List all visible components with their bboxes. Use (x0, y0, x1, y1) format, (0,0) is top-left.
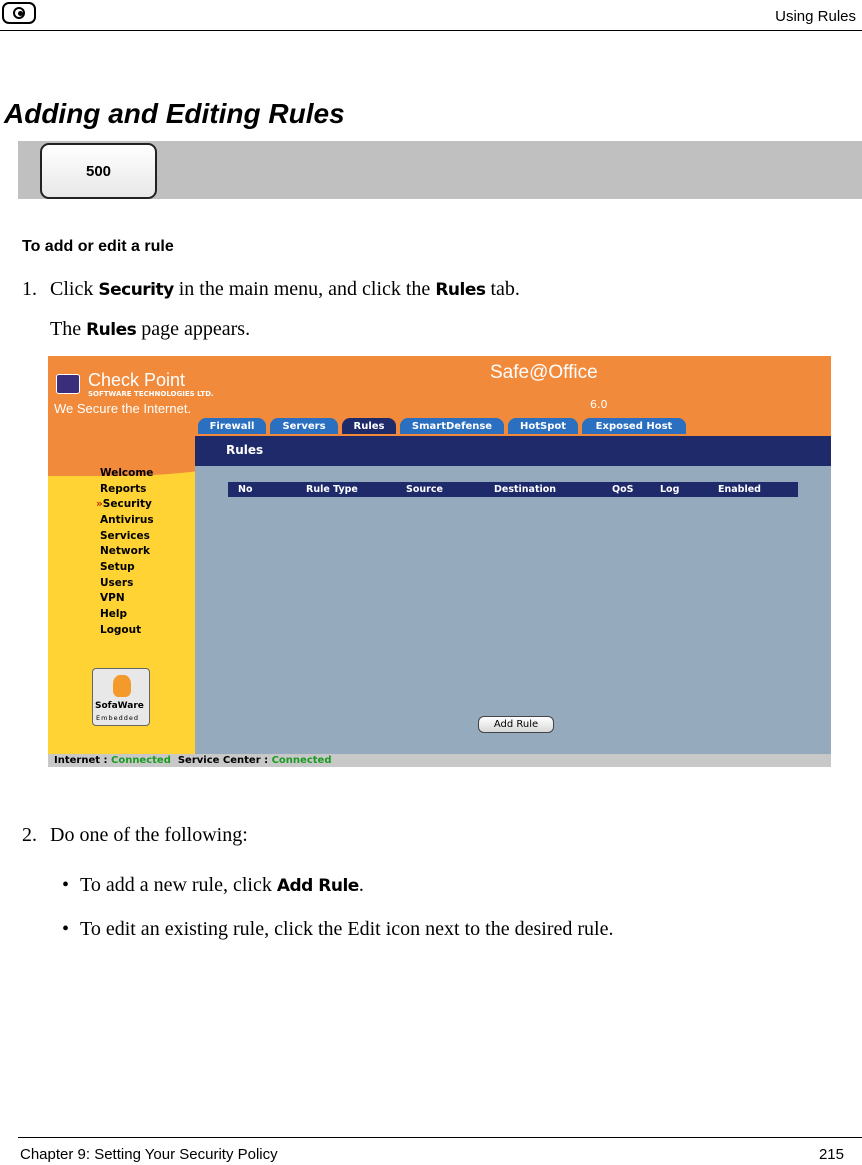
step-1-number: 1. (22, 278, 37, 300)
bullet-add (62, 874, 364, 897)
bullet-dot-icon: • (62, 918, 70, 940)
service-center-status: Connected (271, 755, 332, 766)
menu-users[interactable]: Users (100, 577, 134, 589)
product-name: Safe@Office (490, 362, 598, 383)
bullet-dot-icon: • (62, 874, 70, 896)
col-qos: QoS (612, 484, 634, 495)
tab-firewall[interactable]: Firewall (198, 418, 266, 434)
menu-help[interactable]: Help (100, 608, 128, 620)
procedure-title: To add or edit a rule (22, 238, 174, 255)
col-enabled: Enabled (718, 484, 761, 495)
sofaware-logo (92, 668, 150, 726)
running-header: Using Rules (775, 8, 856, 25)
step-1-result (50, 318, 250, 341)
menu-logout[interactable]: Logout (100, 624, 142, 636)
brand-slogan: We Secure the Internet. (54, 401, 192, 416)
bullet-edit (62, 918, 614, 941)
menu-welcome[interactable]: Welcome (100, 467, 154, 479)
footer-rule (18, 1137, 862, 1138)
step-2-number: 2. (22, 824, 37, 846)
menu-security-label: Security (102, 498, 152, 510)
checkpoint-logo-icon (56, 374, 80, 394)
add-rule-button[interactable]: Add Rule (478, 716, 554, 733)
internet-label: Internet : (54, 755, 111, 766)
panel-title-bar (195, 436, 831, 466)
col-no: No (238, 484, 253, 495)
col-destination: Destination (494, 484, 557, 495)
bullet-add-text-a: To add a new rule, click (80, 874, 277, 896)
sofaware-sub: Embedded (96, 714, 139, 722)
menu-network[interactable]: Network (100, 545, 151, 557)
step-1-text-a: Click (50, 278, 99, 300)
menu-setup[interactable]: Setup (100, 561, 135, 573)
brand-subtitle: SOFTWARE TECHNOLOGIES LTD. (88, 390, 214, 398)
section-title: Adding and Editing Rules (4, 98, 345, 129)
tab-hotspot[interactable]: HotSpot (508, 418, 578, 434)
menu-services[interactable]: Services (100, 530, 150, 542)
col-log: Log (660, 484, 680, 495)
kw-rules-page: Rules (86, 320, 137, 340)
col-rule-type: Rule Type (306, 484, 358, 495)
bullet-add-text-b: . (358, 874, 364, 896)
tab-servers[interactable]: Servers (270, 418, 338, 434)
model-badge: 500 (40, 143, 157, 199)
doc-logo-icon (2, 2, 36, 24)
internet-status: Connected (110, 755, 171, 766)
kw-security: Security (98, 280, 174, 300)
active-arrow-icon: » (96, 498, 103, 510)
col-source: Source (406, 484, 443, 495)
step-1-text-b: in the main menu, and click the (173, 278, 436, 300)
menu-security[interactable] (96, 498, 152, 510)
brand-name: Check Point (88, 370, 186, 390)
panel-title: Rules (226, 443, 264, 457)
tab-smartdefense[interactable]: SmartDefense (400, 418, 504, 434)
menu-vpn[interactable]: VPN (100, 592, 125, 604)
result-text-a: The (50, 318, 87, 340)
status-bar (48, 754, 831, 767)
footer-chapter: Chapter 9: Setting Your Security Policy (20, 1146, 278, 1163)
step-2-text: Do one of the following: (50, 824, 248, 846)
sofaware-mascot-icon (113, 675, 131, 697)
bullet-edit-text: To edit an existing rule, click the Edit icon next to the desired rule. (80, 918, 614, 940)
rules-page-screenshot (48, 356, 831, 767)
kw-add-rule: Add Rule (276, 876, 359, 896)
tab-exposed-host[interactable]: Exposed Host (582, 418, 686, 434)
header-rule (0, 30, 862, 31)
menu-reports[interactable]: Reports (100, 483, 147, 495)
result-text-b: page appears. (136, 318, 251, 340)
tab-rules[interactable]: Rules (342, 418, 396, 434)
sofaware-name: SofaWare (95, 701, 144, 711)
step-2 (22, 824, 248, 847)
page-number: 215 (818, 1146, 844, 1163)
menu-antivirus[interactable]: Antivirus (100, 514, 154, 526)
service-center-label: Service Center : (177, 755, 272, 766)
product-version: 6.0 (590, 398, 608, 411)
kw-rules: Rules (435, 280, 486, 300)
step-1-text-c: tab. (485, 278, 520, 300)
step-1 (22, 278, 520, 301)
